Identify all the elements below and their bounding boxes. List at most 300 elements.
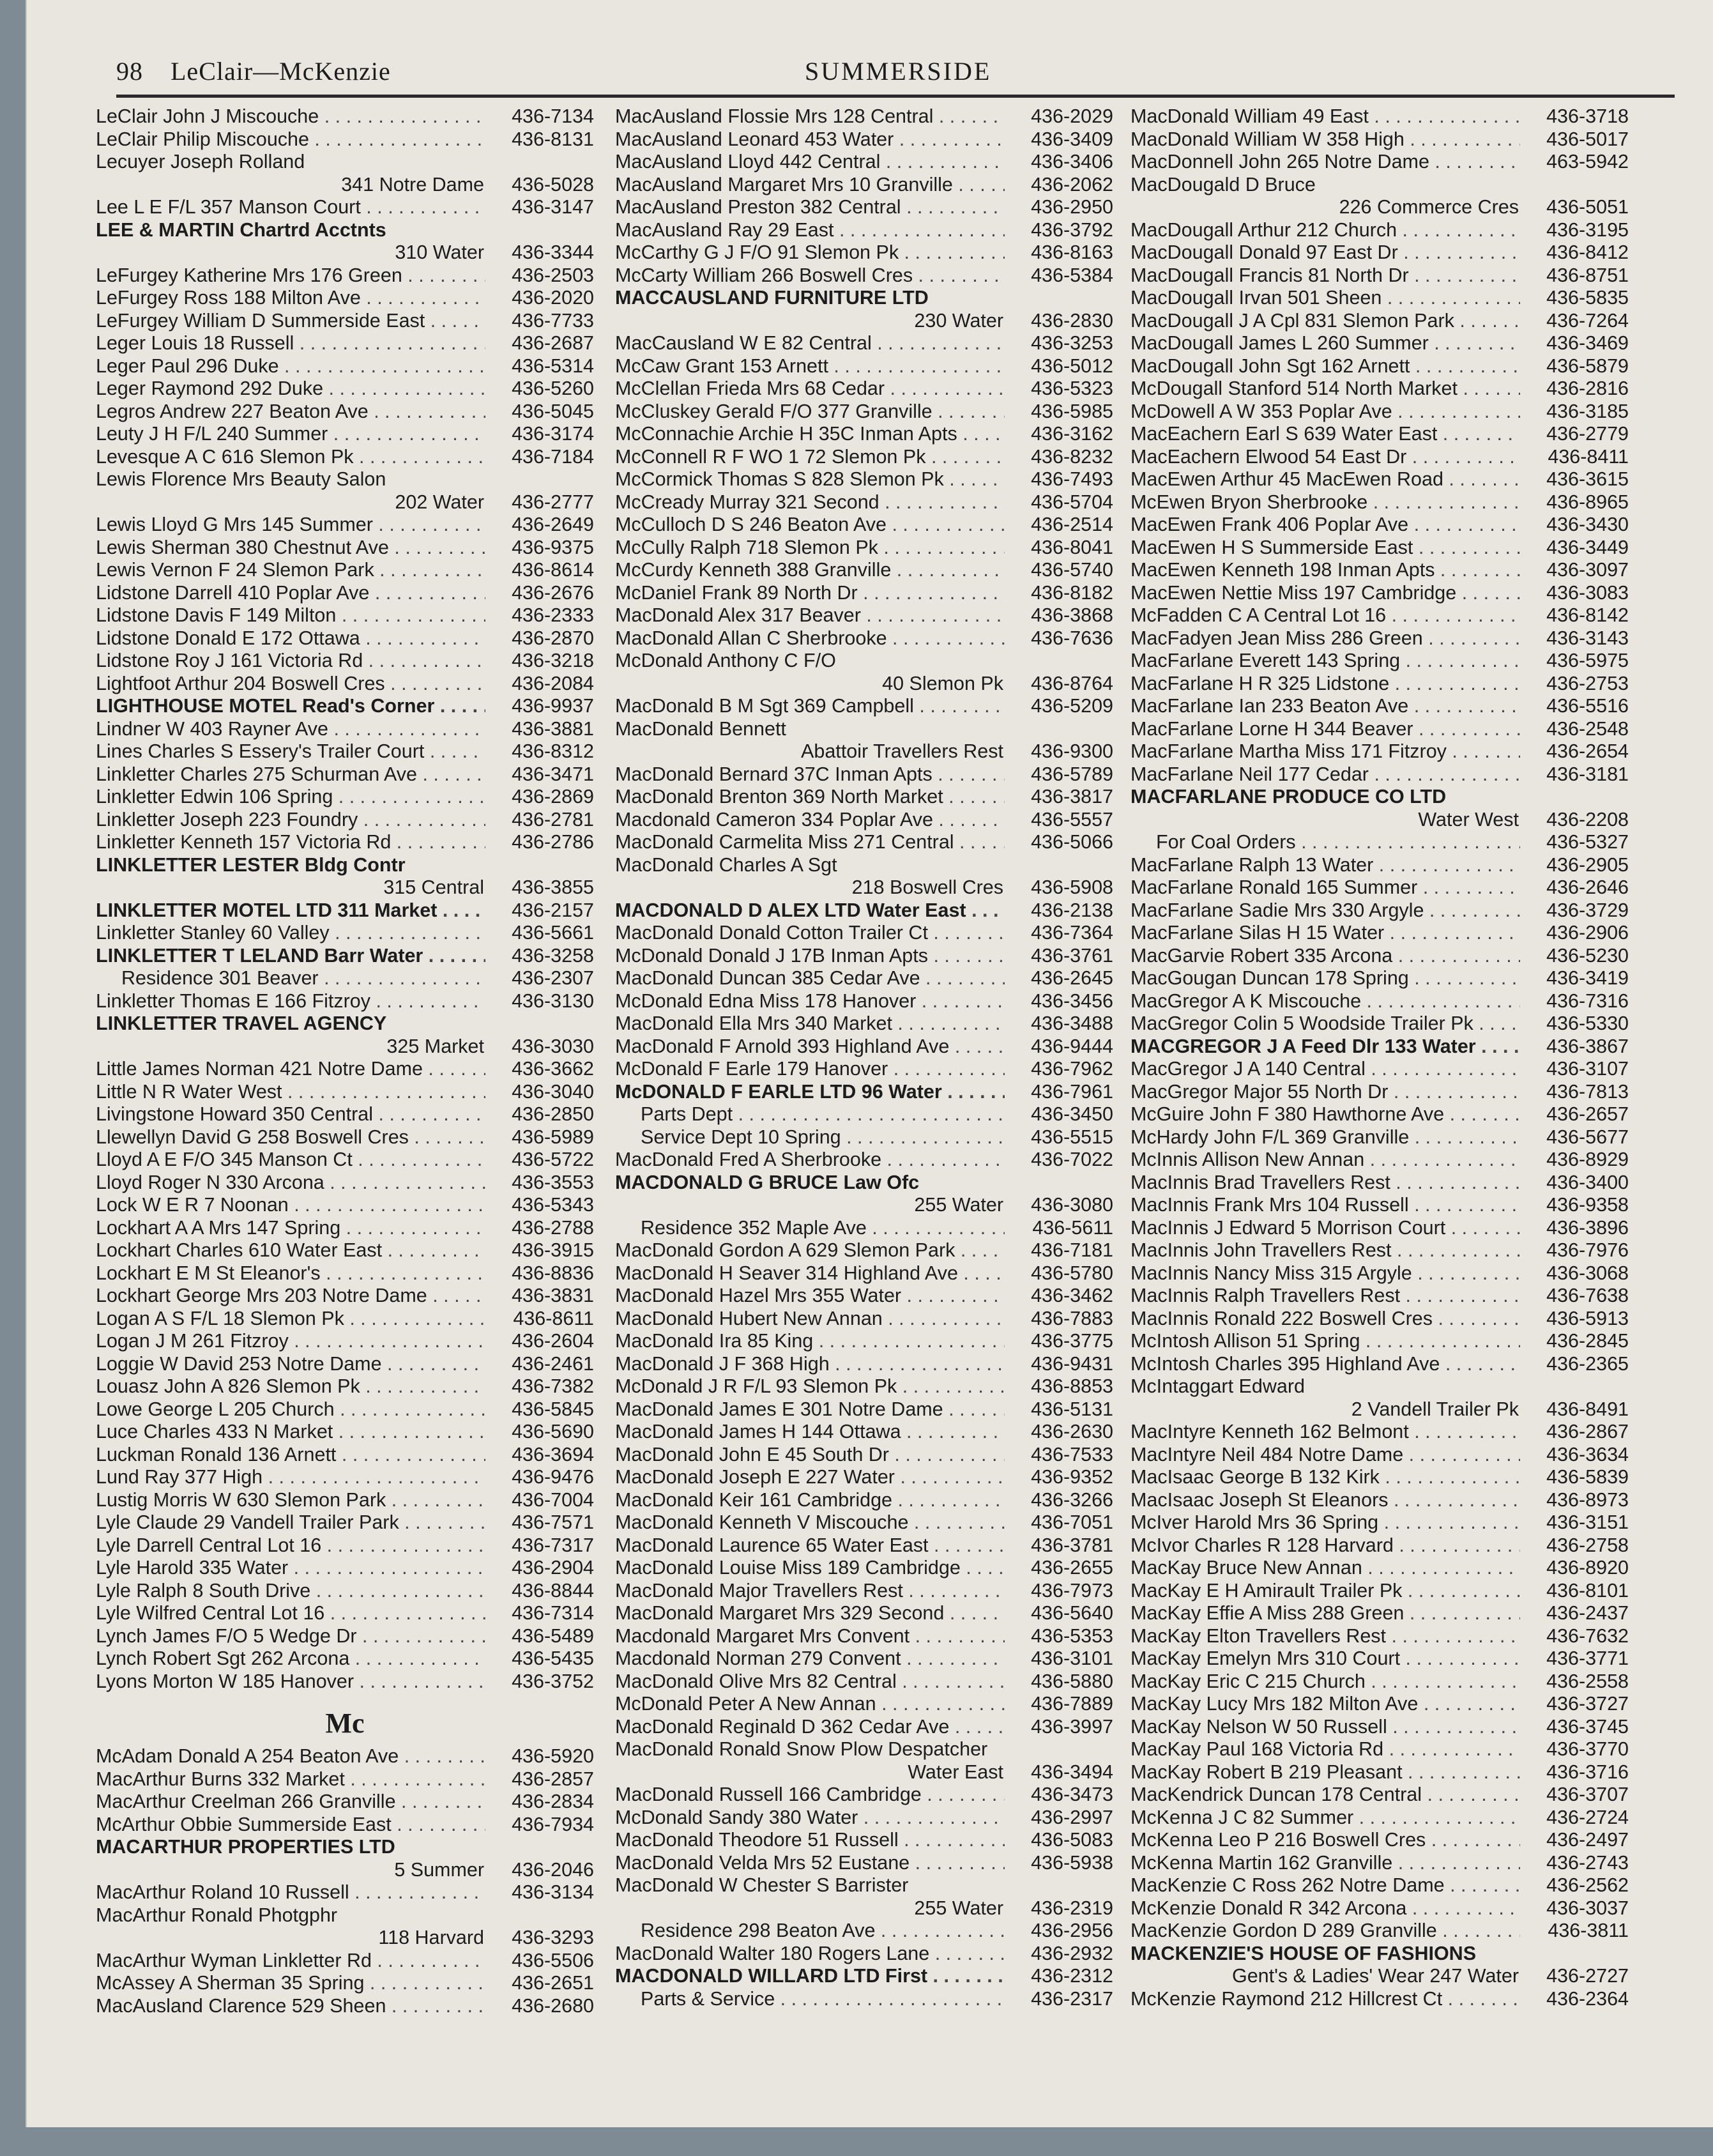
listing-phone: 436-5131 bbox=[1006, 1398, 1113, 1421]
listing-phone: 436-2777 bbox=[487, 491, 594, 514]
listing-line bbox=[615, 876, 1113, 899]
listing-name: MacDonald John E 45 South Dr . . . bbox=[615, 1444, 1005, 1467]
listing-name: MacArthur Roland 10 Russell . . . bbox=[96, 1881, 485, 1904]
listing-phone: 436-2645 bbox=[1006, 967, 1113, 990]
listing-phone: 436-3107 bbox=[1521, 1058, 1629, 1081]
listing-line bbox=[1131, 559, 1629, 582]
listing-line bbox=[96, 1881, 594, 1904]
listing-phone: 436-2646 bbox=[1521, 876, 1629, 899]
listing-name: McCarty William 266 Boswell Cres . . . bbox=[615, 264, 1005, 287]
listing-line bbox=[96, 922, 594, 945]
listing-line bbox=[96, 1375, 594, 1398]
listing-name: MacDonald Bennett bbox=[615, 717, 786, 740]
listing-line bbox=[615, 1602, 1113, 1625]
listing-line bbox=[1131, 1534, 1629, 1557]
listing-line bbox=[615, 446, 1113, 469]
listing-name: MacArthur Wyman Linkletter Rd . . . bbox=[96, 1950, 485, 1973]
listing-line bbox=[1131, 1081, 1629, 1104]
listing-phone: 436-2138 bbox=[1006, 899, 1113, 922]
listing-line bbox=[615, 1421, 1113, 1444]
listing-line bbox=[615, 718, 1113, 741]
listing-name: McIntaggart Edward bbox=[1131, 1375, 1305, 1397]
listing-column-2 bbox=[615, 105, 1113, 2010]
listing-line bbox=[1131, 1965, 1629, 1988]
listing-name: Lewis Vernon F 24 Slemon Park . . . bbox=[96, 559, 485, 582]
listing-line bbox=[615, 219, 1113, 242]
listing-name: MacDonald Bernard 37C Inman Apts . . . bbox=[615, 763, 1005, 786]
listing-line bbox=[615, 468, 1113, 491]
listing-phone: 436-8131 bbox=[487, 128, 594, 151]
listing-name: Lecuyer Joseph Rolland bbox=[96, 151, 305, 172]
listing-name: MacFarlane Martha Miss 171 Fitzroy . . . bbox=[1131, 740, 1520, 763]
listing-line bbox=[1131, 1126, 1629, 1149]
listing-line bbox=[615, 1149, 1113, 1172]
listing-name: Lee L E F/L 357 Manson Court . . . bbox=[96, 196, 485, 219]
listing-phone: 436-7976 bbox=[1521, 1239, 1629, 1262]
listing-name: MacDougall J A Cpl 831 Slemon Park . . . bbox=[1131, 310, 1520, 333]
listing-line bbox=[1131, 1466, 1629, 1489]
listing-name: MacDonald Reginald D 362 Cedar Ave . . . bbox=[615, 1716, 1005, 1739]
listing-line bbox=[96, 899, 594, 922]
listing-line bbox=[96, 1489, 594, 1512]
listing-line bbox=[615, 1829, 1113, 1852]
listing-phone: 436-3745 bbox=[1521, 1716, 1629, 1739]
listing-name: Parts Dept . . . bbox=[615, 1103, 1005, 1126]
listing-phone: 436-3770 bbox=[1521, 1738, 1629, 1761]
listing-name: MacDonald Ira 85 King . . . bbox=[615, 1330, 1005, 1353]
listing-name: LEE & MARTIN Chartrd Acctnts bbox=[96, 218, 386, 241]
listing-line bbox=[96, 241, 594, 264]
listing-phone: 436-2870 bbox=[487, 627, 594, 650]
listing-name: Lockhart A A Mrs 147 Spring . . . bbox=[96, 1217, 485, 1240]
listing-line bbox=[1131, 355, 1629, 378]
listing-phone: 436-2029 bbox=[1006, 105, 1113, 128]
listing-phone: 436-5975 bbox=[1521, 650, 1629, 673]
listing-line bbox=[96, 1995, 594, 2018]
listing-name: Service Dept 10 Spring . . . bbox=[615, 1126, 1005, 1149]
listing-line bbox=[96, 1836, 594, 1859]
listing-name: MacDonald Charles A Sgt bbox=[615, 853, 837, 876]
listing-phone: 436-3792 bbox=[1006, 219, 1113, 242]
listing-name: MacInnis Ralph Travellers Rest . . . bbox=[1131, 1285, 1520, 1308]
listing-line bbox=[1131, 627, 1629, 650]
listing-phone: 436-3449 bbox=[1521, 537, 1629, 560]
listing-line bbox=[1131, 128, 1629, 151]
listing-line bbox=[615, 604, 1113, 627]
listing-line bbox=[615, 945, 1113, 968]
listing-line bbox=[96, 1466, 594, 1489]
listing-name: Lloyd Roger N 330 Arcona . . . bbox=[96, 1172, 485, 1195]
listing-address: Abattoir Travellers Rest bbox=[801, 740, 1003, 762]
listing-phone: 436-5045 bbox=[487, 401, 594, 424]
listing-phone: 436-8844 bbox=[487, 1580, 594, 1603]
listing-name: MacDonald Brenton 369 North Market . . . bbox=[615, 786, 1005, 809]
listing-line bbox=[615, 1262, 1113, 1285]
listing-line bbox=[1131, 1874, 1629, 1897]
listing-name: MacIntyre Kenneth 162 Belmont . . . bbox=[1131, 1421, 1520, 1444]
listing-line bbox=[1131, 196, 1629, 219]
listing-phone: 436-8491 bbox=[1521, 1398, 1629, 1421]
listing-line bbox=[615, 1013, 1113, 1036]
listing-phone: 436-5985 bbox=[1006, 401, 1113, 424]
listing-line bbox=[615, 627, 1113, 650]
listing-name: MacDougald D Bruce bbox=[1131, 173, 1316, 195]
listing-line bbox=[615, 1126, 1113, 1149]
listing-line bbox=[615, 763, 1113, 786]
listing-line bbox=[96, 174, 594, 197]
listing-phone: 436-3430 bbox=[1521, 514, 1629, 537]
listing-line bbox=[1131, 945, 1629, 968]
listing-line bbox=[96, 1149, 594, 1172]
listing-line bbox=[96, 831, 594, 854]
listing-name: MacDonald James H 144 Ottawa . . . bbox=[615, 1421, 1005, 1444]
listing-line bbox=[615, 899, 1113, 922]
listing-name: Residence 352 Maple Ave . . . bbox=[615, 1217, 1005, 1240]
listing-line bbox=[96, 1421, 594, 1444]
listing-name: MacDonald W Chester S Barrister bbox=[615, 1874, 909, 1896]
listing-phone: 436-7314 bbox=[487, 1602, 594, 1625]
listing-name: Linkletter Thomas E 166 Fitzroy . . . bbox=[96, 990, 485, 1013]
listing-phone: 436-5908 bbox=[1006, 876, 1113, 899]
listing-name: MacDonald Keir 161 Cambridge . . . bbox=[615, 1489, 1005, 1512]
listing-line bbox=[615, 990, 1113, 1013]
listing-line bbox=[1131, 604, 1629, 627]
listing-name: For Coal Orders . . . bbox=[1131, 831, 1520, 854]
listing-phone: 436-7962 bbox=[1006, 1058, 1113, 1081]
listing-address: 255 Water bbox=[914, 1897, 1003, 1919]
listing-line bbox=[615, 1874, 1113, 1897]
listing-phone: 436-8182 bbox=[1006, 582, 1113, 605]
listing-line bbox=[615, 1081, 1113, 1104]
listing-line bbox=[96, 1648, 594, 1671]
listing-name: Linkletter Kenneth 157 Victoria Rd . . . bbox=[96, 831, 485, 854]
listing-phone: 436-8929 bbox=[1521, 1149, 1629, 1172]
listing-name: Luckman Ronald 136 Arnett . . . bbox=[96, 1444, 485, 1467]
listing-line bbox=[96, 1217, 594, 1240]
listing-name: MacDonald F Arnold 393 Highland Ave . . . bbox=[615, 1036, 1005, 1059]
listing-phone: 436-3400 bbox=[1521, 1172, 1629, 1195]
listing-line bbox=[96, 604, 594, 627]
listing-line bbox=[96, 650, 594, 673]
listing-phone: 436-8412 bbox=[1521, 241, 1629, 264]
listing-name: Lidstone Darrell 410 Poplar Ave . . . bbox=[96, 582, 485, 605]
listing-line bbox=[615, 1648, 1113, 1671]
listing-phone: 436-3867 bbox=[1521, 1036, 1629, 1059]
listing-phone: 436-5557 bbox=[1006, 809, 1113, 832]
listing-name: LeClair John J Miscouche . . . bbox=[96, 105, 485, 128]
listing-line bbox=[96, 1308, 594, 1331]
listing-phone: 436-5260 bbox=[487, 378, 594, 401]
listing-line bbox=[615, 922, 1113, 945]
listing-name: McIntosh Charles 395 Highland Ave . . . bbox=[1131, 1353, 1520, 1376]
listing-name: MacDonald Joseph E 227 Water . . . bbox=[615, 1466, 1005, 1489]
listing-name: MacDonald B M Sgt 369 Campbell . . . bbox=[615, 695, 1005, 718]
listing-line bbox=[1131, 1375, 1629, 1398]
listing-phone: 436-2845 bbox=[1521, 1330, 1629, 1353]
listing-name: McKenzie Raymond 212 Hillcrest Ct . . . bbox=[1131, 1988, 1520, 2011]
listing-phone: 436-7934 bbox=[487, 1814, 594, 1837]
listing-line bbox=[96, 1444, 594, 1467]
listing-line bbox=[96, 763, 594, 786]
listing-phone: 436-7571 bbox=[487, 1511, 594, 1534]
listing-phone: 436-7961 bbox=[1006, 1081, 1113, 1104]
listing-line bbox=[1131, 1648, 1629, 1671]
listing-line bbox=[1131, 1943, 1629, 1966]
listing-phone: 436-7004 bbox=[487, 1489, 594, 1512]
listing-phone: 436-7051 bbox=[1006, 1511, 1113, 1534]
listing-phone: 436-3134 bbox=[487, 1881, 594, 1904]
listing-name: Levesque A C 616 Slemon Pk . . . bbox=[96, 446, 485, 469]
listing-line bbox=[96, 1534, 594, 1557]
listing-address: Gent's & Ladies' Wear 247 Water bbox=[1231, 1965, 1519, 1987]
listing-phone: 436-8232 bbox=[1006, 446, 1113, 469]
listing-name: MacFarlane Everett 143 Spring . . . bbox=[1131, 650, 1520, 673]
listing-phone: 436-3494 bbox=[1006, 1761, 1113, 1784]
listing-address: Water East bbox=[908, 1761, 1003, 1783]
listing-phone: 436-8142 bbox=[1521, 604, 1629, 627]
listing-phone: 436-3419 bbox=[1521, 967, 1629, 990]
listing-line bbox=[96, 1398, 594, 1421]
listing-phone: 436-2319 bbox=[1006, 1897, 1113, 1920]
listing-phone: 436-5740 bbox=[1006, 559, 1113, 582]
listing-name: MacFarlane Ronald 165 Summer . . . bbox=[1131, 876, 1520, 899]
listing-phone: 436-8973 bbox=[1521, 1489, 1629, 1512]
listing-phone: 436-2333 bbox=[487, 604, 594, 627]
listing-line bbox=[1131, 695, 1629, 718]
listing-line bbox=[96, 1745, 594, 1768]
listing-phone: 436-3456 bbox=[1006, 990, 1113, 1013]
listing-line bbox=[1131, 174, 1629, 197]
listing-phone: 436-9444 bbox=[1006, 1036, 1113, 1059]
listing-phone: 436-5845 bbox=[487, 1398, 594, 1421]
listing-line bbox=[615, 1988, 1113, 2011]
listing-name: Leger Raymond 292 Duke . . . bbox=[96, 378, 485, 401]
listing-name: Linkletter Charles 275 Schurman Ave . . . bbox=[96, 763, 485, 786]
listing-name: McKenna Martin 162 Granville . . . bbox=[1131, 1852, 1520, 1875]
listing-line bbox=[615, 332, 1113, 355]
listing-phone: 436-3037 bbox=[1521, 1897, 1629, 1920]
listing-phone: 436-2604 bbox=[487, 1330, 594, 1353]
listing-name: Parts & Service . . . bbox=[615, 1988, 1005, 2011]
listing-phone: 436-2317 bbox=[1006, 1988, 1113, 2011]
listing-line bbox=[615, 151, 1113, 174]
listing-name: McDonald J R F/L 93 Slemon Pk . . . bbox=[615, 1375, 1005, 1398]
listing-line bbox=[615, 1444, 1113, 1467]
listing-name: MacInnis Frank Mrs 104 Russell . . . bbox=[1131, 1194, 1520, 1217]
listing-phone: 436-7317 bbox=[487, 1534, 594, 1557]
listing-phone: 436-2365 bbox=[1521, 1353, 1629, 1376]
listing-phone: 436-3662 bbox=[487, 1058, 594, 1081]
listing-line bbox=[1131, 491, 1629, 514]
listing-line bbox=[1131, 332, 1629, 355]
listing-name: MacGregor J A 140 Central . . . bbox=[1131, 1058, 1520, 1081]
listing-name: MacDonald Duncan 385 Cedar Ave . . . bbox=[615, 967, 1005, 990]
listing-line bbox=[1131, 1103, 1629, 1126]
listing-phone: 436-3997 bbox=[1006, 1716, 1113, 1739]
listing-line bbox=[1131, 763, 1629, 786]
listing-name: MacDonnell John 265 Notre Dame . . . bbox=[1131, 151, 1520, 174]
listing-line bbox=[1131, 1625, 1629, 1648]
listing-address: 226 Commerce Cres bbox=[1339, 196, 1519, 218]
listing-line bbox=[615, 582, 1113, 605]
listing-phone: 436-9431 bbox=[1006, 1353, 1113, 1376]
listing-name: Lines Charles S Essery's Trailer Court . . . bbox=[96, 740, 485, 763]
listing-address: 230 Water bbox=[914, 309, 1003, 332]
listing-name: McInnis Allison New Annan . . . bbox=[1131, 1149, 1520, 1172]
listing-phone: 436-5515 bbox=[1006, 1126, 1113, 1149]
listing-name: McDonald Peter A New Annan . . . bbox=[615, 1693, 1005, 1716]
listing-phone: 436-7181 bbox=[1006, 1239, 1113, 1262]
listing-phone: 436-2786 bbox=[487, 831, 594, 854]
listing-phone: 436-3469 bbox=[1521, 332, 1629, 355]
listing-line bbox=[1131, 1489, 1629, 1512]
listing-line bbox=[96, 876, 594, 899]
listing-line bbox=[615, 1943, 1113, 1966]
listing-name: MacInnis Ronald 222 Boswell Cres . . . bbox=[1131, 1308, 1520, 1331]
listing-name: Lund Ray 377 High . . . bbox=[96, 1466, 485, 1489]
listing-name: MacDougall Donald 97 East Dr . . . bbox=[1131, 241, 1520, 264]
listing-line bbox=[615, 1716, 1113, 1739]
listing-line bbox=[1131, 1897, 1629, 1920]
listing-line bbox=[96, 1791, 594, 1814]
listing-line bbox=[615, 1511, 1113, 1534]
listing-phone: 436-2788 bbox=[487, 1217, 594, 1240]
listing-phone: 436-8853 bbox=[1006, 1375, 1113, 1398]
listing-line bbox=[615, 514, 1113, 537]
listing-line bbox=[96, 1904, 594, 1927]
listing-name: Logan A S F/L 18 Slemon Pk . . . bbox=[96, 1308, 485, 1331]
listing-phone: 436-5661 bbox=[487, 922, 594, 945]
listing-line bbox=[1131, 1058, 1629, 1081]
listing-name: MacDonald Laurence 65 Water East . . . bbox=[615, 1534, 1005, 1557]
listing-line bbox=[615, 1398, 1113, 1421]
listing-phone: 436-2850 bbox=[487, 1103, 594, 1126]
listing-line bbox=[615, 128, 1113, 151]
listing-line bbox=[1131, 537, 1629, 560]
listing-phone: 436-7632 bbox=[1521, 1625, 1629, 1648]
listing-phone: 436-3040 bbox=[487, 1081, 594, 1104]
listing-line bbox=[615, 1784, 1113, 1807]
listing-name: Residence 298 Beaton Ave . . . bbox=[615, 1920, 1005, 1943]
listing-line bbox=[615, 1375, 1113, 1398]
listing-phone: 436-7883 bbox=[1006, 1308, 1113, 1331]
listing-name: MacGregor Major 55 North Dr . . . bbox=[1131, 1081, 1520, 1104]
listing-line bbox=[1131, 1671, 1629, 1693]
listing-line bbox=[96, 1671, 594, 1693]
listing-phone: 436-8751 bbox=[1521, 264, 1629, 287]
listing-name: Macdonald Margaret Mrs Convent . . . bbox=[615, 1625, 1005, 1648]
listing-line bbox=[1131, 1693, 1629, 1716]
listing-name: McCready Murray 321 Second . . . bbox=[615, 491, 1005, 514]
listing-name: MacIntyre Neil 484 Notre Dame . . . bbox=[1131, 1444, 1520, 1467]
listing-line bbox=[1131, 1239, 1629, 1262]
listing-phone: 436-2906 bbox=[1521, 922, 1629, 945]
listing-name: MacDonald William W 358 High . . . bbox=[1131, 128, 1520, 151]
listing-name: MacKay Robert B 219 Pleasant . . . bbox=[1131, 1761, 1520, 1784]
listing-phone: 436-3473 bbox=[1006, 1784, 1113, 1807]
listing-phone: 436-9476 bbox=[487, 1466, 594, 1489]
listing-line bbox=[615, 1897, 1113, 1920]
listing-phone: 436-3080 bbox=[1006, 1194, 1113, 1217]
listing-name: MacDonald Velda Mrs 52 Eustane . . . bbox=[615, 1852, 1005, 1875]
listing-line bbox=[96, 582, 594, 605]
listing-line bbox=[1131, 1511, 1629, 1534]
listing-name: MacKay Emelyn Mrs 310 Court . . . bbox=[1131, 1648, 1520, 1671]
listing-line bbox=[96, 1013, 594, 1036]
listing-line bbox=[615, 559, 1113, 582]
listing-name: MacDonald Olive Mrs 82 Central . . . bbox=[615, 1671, 1005, 1693]
listing-phone: 436-2905 bbox=[1521, 854, 1629, 877]
listing-phone: 436-7638 bbox=[1521, 1285, 1629, 1308]
listing-name: Leger Paul 296 Duke . . . bbox=[96, 355, 485, 378]
listing-phone: 436-3896 bbox=[1521, 1217, 1629, 1240]
listing-line bbox=[96, 1103, 594, 1126]
listing-line bbox=[1131, 1784, 1629, 1807]
listing-name: LINKLETTER TRAVEL AGENCY bbox=[96, 1013, 387, 1034]
listing-line bbox=[1131, 854, 1629, 877]
listing-phone: 436-3488 bbox=[1006, 1013, 1113, 1036]
listing-name: MacAusland Margaret Mrs 10 Granville . . . bbox=[615, 174, 1005, 197]
listing-name: McIver Harold Mrs 36 Spring . . . bbox=[1131, 1511, 1520, 1534]
listing-name: MacArthur Creelman 266 Granville . . . bbox=[96, 1791, 485, 1814]
listing-phone: 436-3258 bbox=[487, 945, 594, 968]
listing-phone: 436-3130 bbox=[487, 990, 594, 1013]
listing-phone: 436-2687 bbox=[487, 332, 594, 355]
listing-name: MacAusland Flossie Mrs 128 Central . . . bbox=[615, 105, 1005, 128]
listing-phone: 436-2857 bbox=[487, 1768, 594, 1791]
listing-phone: 436-2630 bbox=[1006, 1421, 1113, 1444]
listing-phone: 436-2651 bbox=[487, 1972, 594, 1995]
listing-name: MacArthur Burns 332 Market . . . bbox=[96, 1768, 485, 1791]
listing-name: MacFarlane Sadie Mrs 330 Argyle . . . bbox=[1131, 899, 1520, 922]
listing-name: McEwen Bryon Sherbrooke . . . bbox=[1131, 491, 1520, 514]
listing-line bbox=[1131, 1444, 1629, 1467]
listing-address: 315 Central bbox=[383, 876, 484, 898]
listing-name: MACKENZIE'S HOUSE OF FASHIONS bbox=[1131, 1942, 1477, 1964]
listing-line bbox=[1131, 446, 1629, 469]
listing-name: Lewis Lloyd G Mrs 145 Summer . . . bbox=[96, 514, 485, 537]
listing-line bbox=[1131, 401, 1629, 424]
listing-name: MacDonald H Seaver 314 Highland Ave . . . bbox=[615, 1262, 1005, 1285]
listing-address: Water West bbox=[1418, 808, 1519, 830]
listing-line bbox=[96, 423, 594, 446]
listing-phone: 436-5083 bbox=[1006, 1829, 1113, 1852]
listing-line bbox=[96, 1036, 594, 1059]
listing-name: McIntosh Allison 51 Spring . . . bbox=[1131, 1330, 1520, 1353]
listing-name: McDonald Anthony C F/O bbox=[615, 650, 836, 671]
listing-phone: 436-5066 bbox=[1006, 831, 1113, 854]
listing-phone: 436-5330 bbox=[1521, 1013, 1629, 1036]
listing-line bbox=[96, 378, 594, 401]
listing-name: MacEachern Elwood 54 East Dr . . . bbox=[1131, 446, 1520, 469]
listing-name: MacFarlane H R 325 Lidstone . . . bbox=[1131, 673, 1520, 696]
listing-name: MacDonald Allan C Sherbrooke . . . bbox=[615, 627, 1005, 650]
listing-name: MacGarvie Robert 335 Arcona . . . bbox=[1131, 945, 1520, 968]
listing-line bbox=[96, 1262, 594, 1285]
listing-phone: 436-2834 bbox=[487, 1791, 594, 1814]
listing-phone: 436-2558 bbox=[1521, 1671, 1629, 1693]
listing-name: Lyle Darrell Central Lot 16 . . . bbox=[96, 1534, 485, 1557]
listing-phone: 436-7733 bbox=[487, 310, 594, 333]
listing-phone: 436-5611 bbox=[1006, 1217, 1113, 1240]
listing-phone: 436-3881 bbox=[487, 718, 594, 741]
listing-phone: 436-3729 bbox=[1521, 899, 1629, 922]
listing-line bbox=[96, 332, 594, 355]
listing-phone: 436-5789 bbox=[1006, 763, 1113, 786]
listing-line bbox=[96, 310, 594, 333]
listing-name: MACDONALD D ALEX LTD Water East . . . bbox=[615, 899, 1005, 922]
listing-address: 218 Boswell Cres bbox=[851, 876, 1003, 898]
